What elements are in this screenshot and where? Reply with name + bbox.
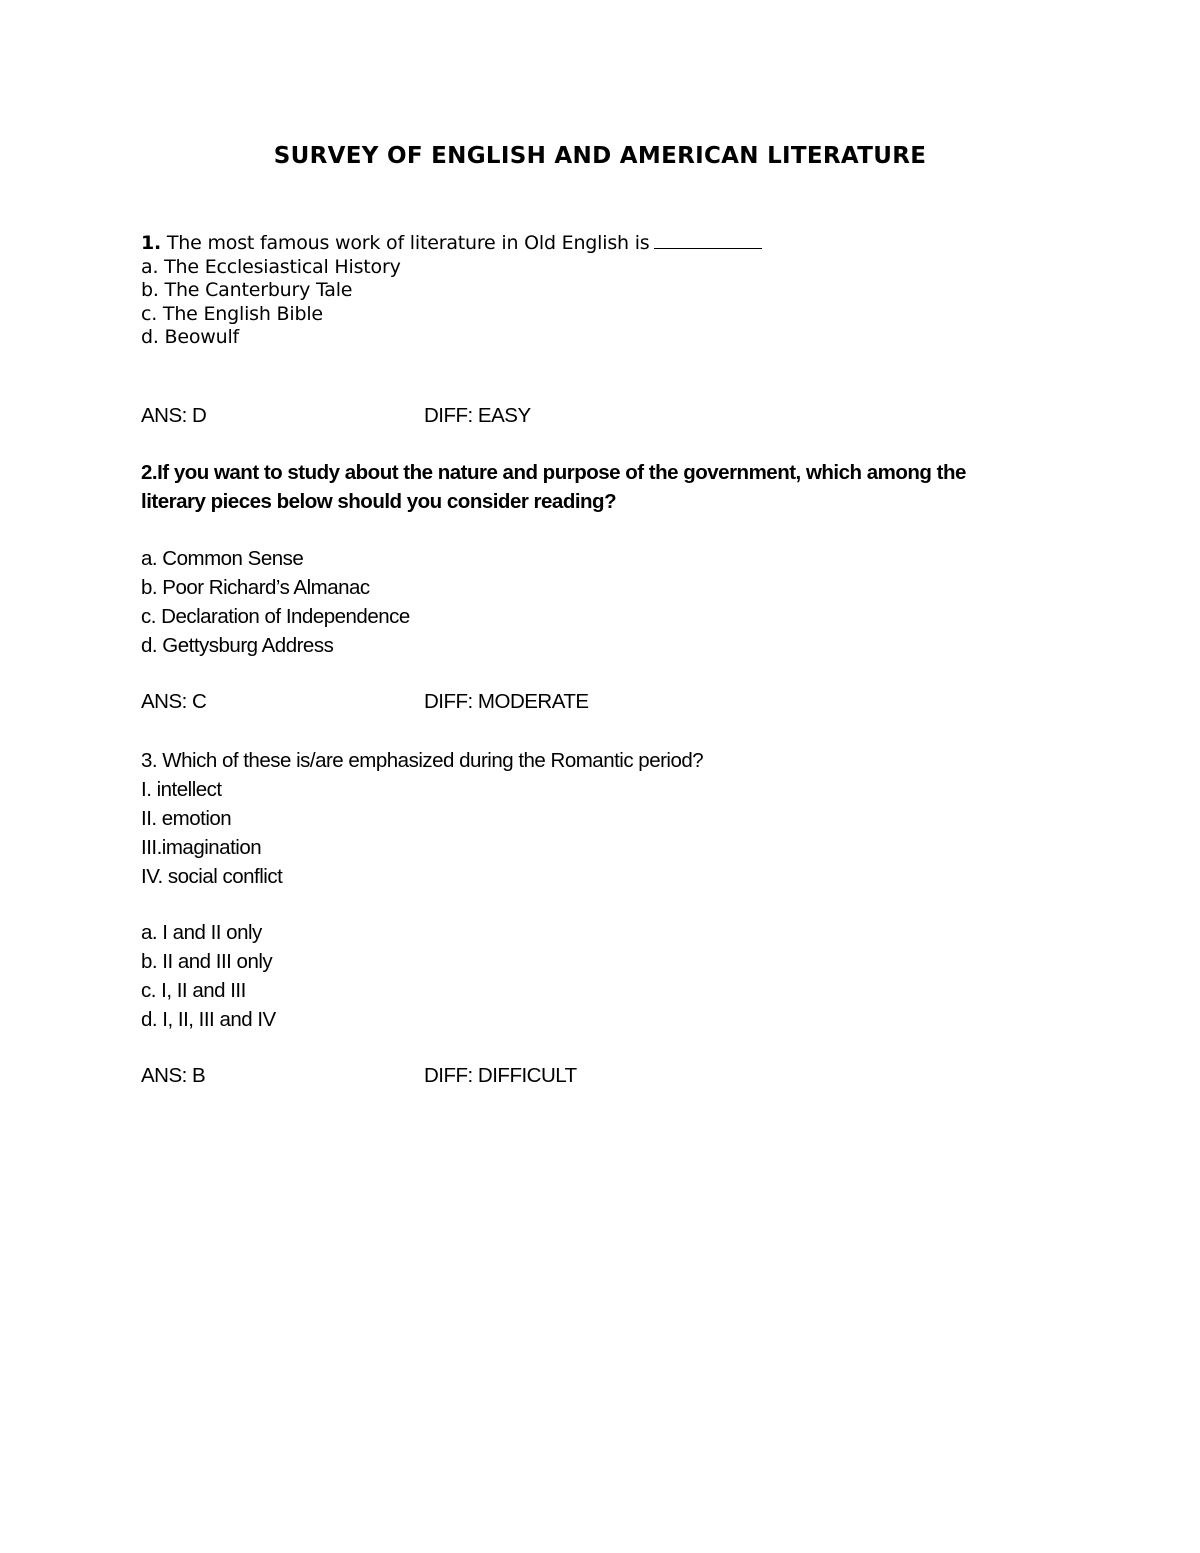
question-2-difficulty: DIFF: MODERATE: [424, 690, 589, 713]
question-1: [141, 232, 762, 350]
document-title: SURVEY OF ENGLISH AND AMERICAN LITERATURE: [273, 143, 927, 169]
question-3-item-3: III.imagination: [141, 836, 262, 859]
question-2-option-c: c. Declaration of Independence: [141, 605, 410, 628]
question-3-stem: 3. Which of these is/are emphasized during the Romantic period?: [141, 749, 704, 772]
question-3-option-a: a. I and II only: [141, 921, 262, 944]
question-1-difficulty: DIFF: EASY: [424, 404, 531, 427]
question-2-option-d: d. Gettysburg Address: [141, 634, 334, 657]
question-1-option-d: d. Beowulf: [141, 326, 240, 348]
question-3-item-4: IV. social conflict: [141, 865, 283, 888]
question-1-option-c: c. The English Bible: [141, 302, 323, 325]
question-2-option-a: a. Common Sense: [141, 547, 304, 570]
question-3-option-b: b. II and III only: [141, 950, 273, 973]
question-1-number: 1.: [141, 232, 162, 254]
question-3-option-c: c. I, II and III: [141, 979, 246, 1002]
question-2-stem-line-2: literary pieces below should you consider reading?: [141, 490, 617, 513]
question-1-stem: [141, 232, 762, 256]
question-3-answer-row: [141, 1062, 1041, 1090]
question-3-item-2: II. emotion: [141, 807, 232, 830]
question-2-answer: ANS: C: [141, 690, 207, 713]
question-2-stem: [141, 458, 1041, 516]
question-1-option-b: b. The Canterbury Tale: [141, 279, 353, 301]
question-3-options: [141, 918, 1041, 1034]
question-3-option-d: d. I, II, III and IV: [141, 1008, 276, 1031]
question-2-options: [141, 544, 1041, 660]
question-3-answer: ANS: B: [141, 1064, 206, 1087]
question-3-item-1: I. intellect: [141, 778, 222, 801]
question-2-stem-line-1: 2.If you want to study about the nature and purpose of the government, which among the: [141, 461, 966, 484]
question-1-option-a: a. The Ecclesiastical History: [141, 255, 401, 278]
question-1-text: The most famous work of literature in Old English is: [166, 232, 650, 254]
question-3-difficulty: DIFF: DIFFICULT: [424, 1064, 577, 1087]
question-2-answer-row: [141, 688, 1041, 716]
question-3-stem-and-items: [141, 746, 1041, 891]
answer-blank: [654, 234, 762, 249]
question-1-answer-row: [141, 402, 1041, 430]
question-1-answer: ANS: D: [141, 404, 207, 427]
question-2-option-b: b. Poor Richard’s Almanac: [141, 576, 370, 599]
